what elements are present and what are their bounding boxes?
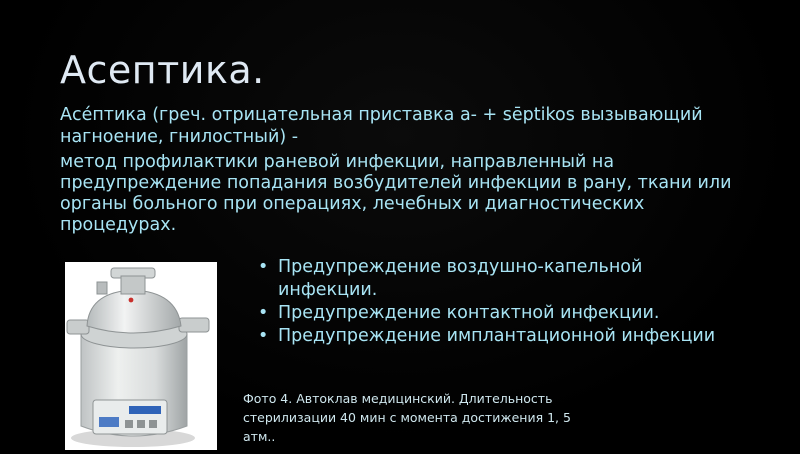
- bullet-marker: •: [258, 326, 269, 346]
- definition-text: метод профилактики раневой инфекции, направленный на предупреждение попадания возбудителей инфекции в рану, ткани или органы больного при операциях, лечебных и диагностических процедурах.: [60, 152, 732, 235]
- bullet-item: • Предупреждение контактной инфекции.: [258, 303, 660, 323]
- bullet-marker: •: [258, 257, 269, 277]
- term-etymology: Асе́птика (греч. отрицательная приставка а- + sēptikos вызывающий нагноение, гнилостный) -: [60, 105, 703, 147]
- bullet-list: [258, 256, 728, 348]
- autoclave-icon: [65, 262, 217, 450]
- photo-caption: Фото 4. Автоклав медицинский. Длительность стерилизации 40 мин с момента достижения 1, 5 атм..: [243, 391, 571, 444]
- bullet-item: • Предупреждение имплантационной инфекции: [258, 326, 716, 346]
- bullet-item: • Предупреждение воздушно-капельной инфекции.: [258, 257, 643, 300]
- autoclave-photo: [65, 262, 217, 450]
- bullet-marker: •: [258, 303, 269, 323]
- slide-title: Асептика.: [60, 48, 265, 92]
